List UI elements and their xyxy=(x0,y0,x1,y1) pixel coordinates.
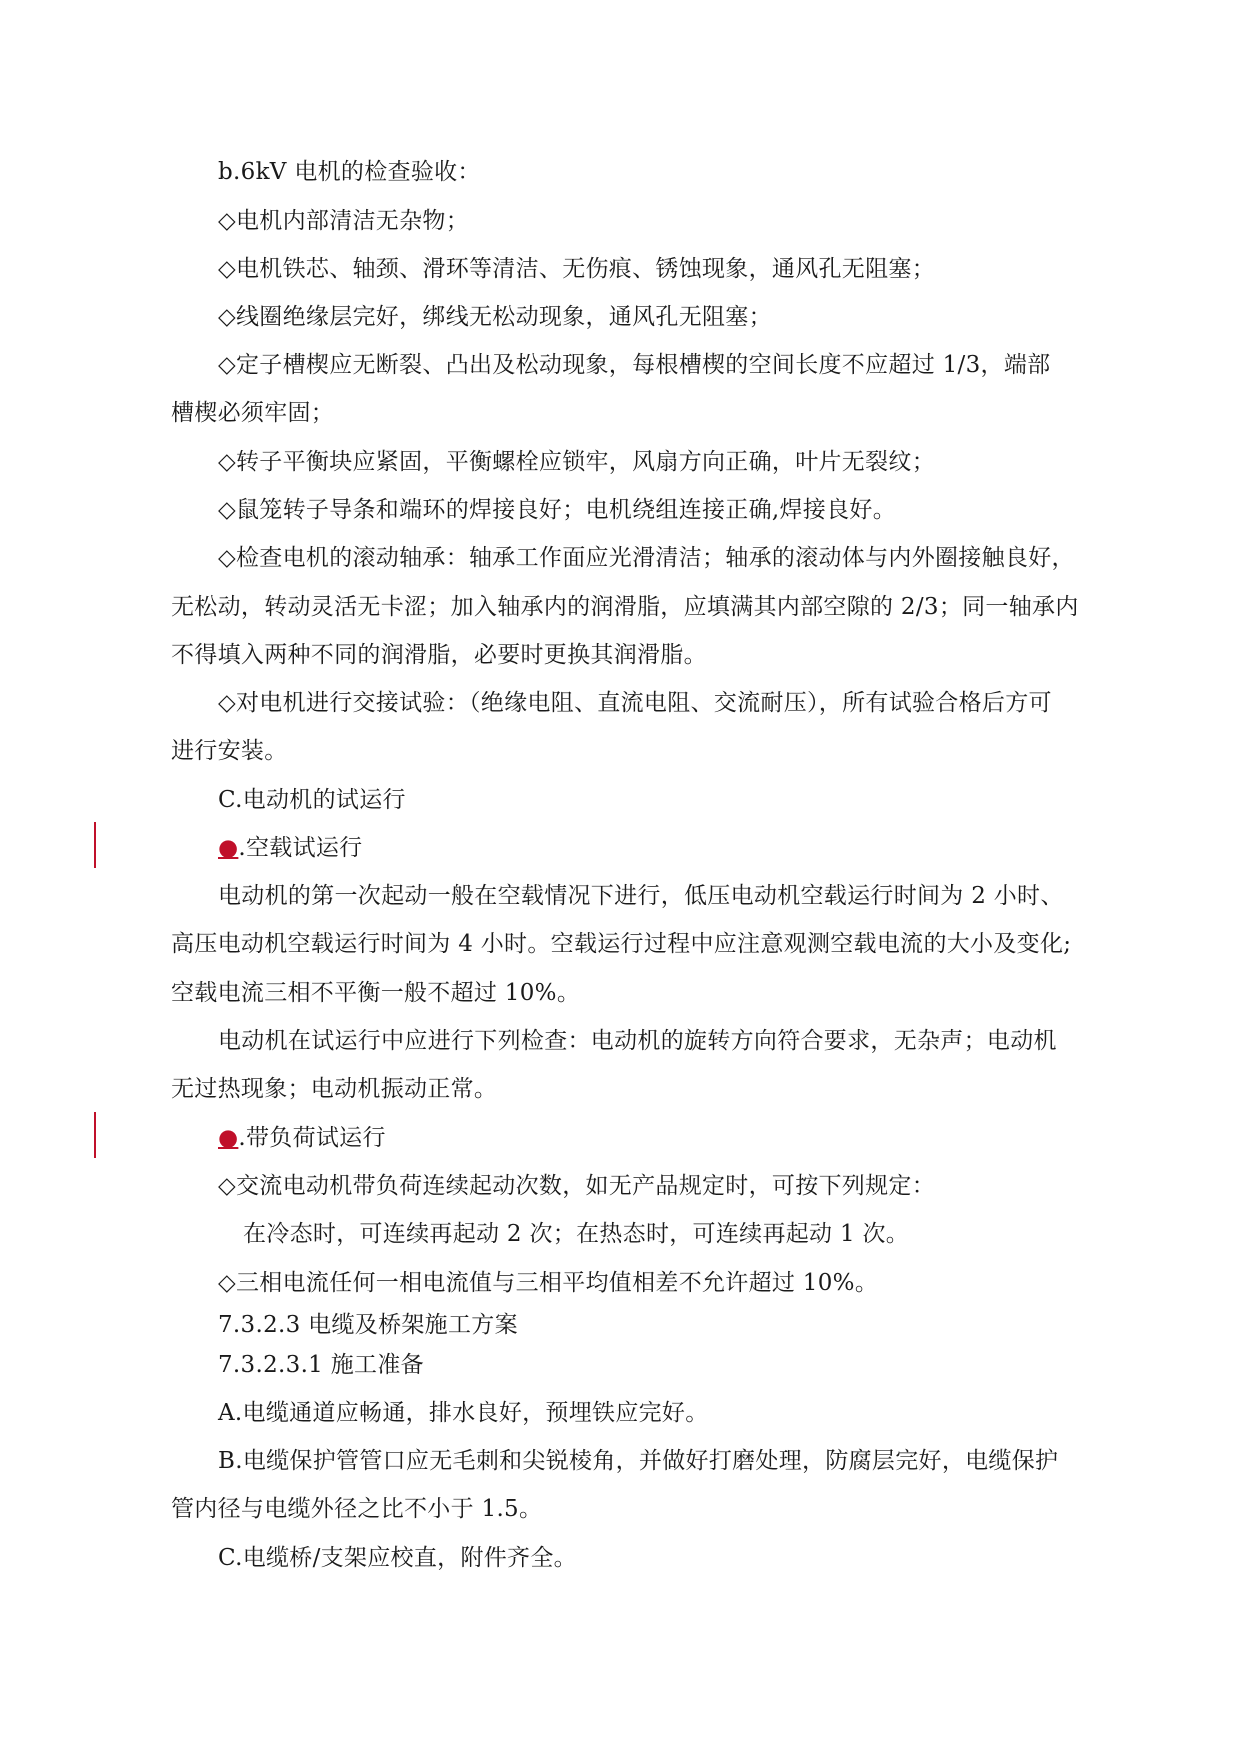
list-item: ◇线圈绝缘层完好，绑线无松动现象，通风孔无阻塞； xyxy=(218,304,772,330)
list-item-continuation: 进行安装。 xyxy=(171,738,288,764)
list-item: ◇检查电机的滚动轴承：轴承工作面应光滑清洁；轴承的滚动体与内外圈接触良好， xyxy=(218,545,1075,571)
paragraph-line: 无过热现象；电动机振动正常。 xyxy=(171,1076,498,1102)
list-item: ◇鼠笼转子导条和端环的焊接良好；电机绕组连接正确,焊接良好。 xyxy=(218,497,896,523)
list-item-continuation: 不得填入两种不同的润滑脂，必要时更换其润滑脂。 xyxy=(171,642,707,668)
list-item: B.电缆保护管管口应无毛刺和尖锐棱角，并做好打磨处理，防腐层完好，电缆保护 xyxy=(218,1448,1059,1474)
revision-bar xyxy=(94,1112,96,1158)
section-heading-motor-trial-run: C.电动机的试运行 xyxy=(218,787,406,813)
paragraph-line: 电动机的第一次起动一般在空载情况下进行，低压电动机空载运行时间为 2 小时、 xyxy=(218,883,1064,909)
paragraph-line: 在冷态时，可连续再起动 2 次；在热态时，可连续再起动 1 次。 xyxy=(243,1221,910,1247)
section-heading-7-3-2-3-1: 7.3.2.3.1 施工准备 xyxy=(218,1352,424,1378)
list-item: ◇电机内部清洁无杂物； xyxy=(218,208,469,234)
paragraph-line: 电动机在试运行中应进行下列检查：电动机的旋转方向符合要求，无杂声；电动机 xyxy=(218,1028,1057,1054)
subheading-text: .带负荷试运行 xyxy=(238,1125,386,1151)
paragraph-line: 高压电动机空载运行时间为 4 小时。空载运行过程中应注意观测空载电流的大小及变化; xyxy=(171,931,1072,957)
list-item: ◇对电机进行交接试验：（绝缘电阻、直流电阻、交流耐压），所有试验合格后方可 xyxy=(218,690,1052,716)
subheading-no-load-trial xyxy=(218,833,363,863)
bullet-dot-icon: ● xyxy=(218,835,239,861)
list-item: ◇定子槽楔应无断裂、凸出及松动现象，每根槽楔的空间长度不应超过 1/3，端部 xyxy=(218,352,1051,378)
paragraph-line: 空载电流三相不平衡一般不超过 10%。 xyxy=(171,980,581,1006)
section-heading-6kv-inspection: b.6kV 电机的检查验收： xyxy=(218,159,481,185)
list-item-continuation: 无松动，转动灵活无卡涩；加入轴承内的润滑脂，应填满其内部空隙的 2/3；同一轴承内 xyxy=(171,594,1079,620)
list-item: C.电缆桥/支架应校直，附件齐全。 xyxy=(218,1545,577,1571)
section-heading-7-3-2-3: 7.3.2.3 电缆及桥架施工方案 xyxy=(218,1312,518,1338)
bullet-dot-icon: ● xyxy=(218,1125,239,1151)
list-item: ◇转子平衡块应紧固，平衡螺栓应锁牢，风扇方向正确，叶片无裂纹； xyxy=(218,449,935,475)
list-item: A.电缆通道应畅通，排水良好，预埋铁应完好。 xyxy=(218,1400,709,1426)
list-item: ◇交流电动机带负荷连续起动次数，如无产品规定时，可按下列规定： xyxy=(218,1173,935,1199)
subheading-text: .空载试运行 xyxy=(238,835,363,861)
list-item: ◇电机铁芯、轴颈、滑环等清洁、无伤痕、锈蚀现象，通风孔无阻塞； xyxy=(218,256,935,282)
subheading-load-trial xyxy=(218,1123,386,1153)
list-item: ◇三相电流任何一相电流值与三相平均值相差不允许超过 10%。 xyxy=(218,1270,879,1296)
list-item-continuation: 槽楔必须牢固； xyxy=(171,400,335,426)
revision-bar xyxy=(94,822,96,868)
list-item-continuation: 管内径与电缆外径之比不小于 1.5。 xyxy=(171,1496,543,1522)
